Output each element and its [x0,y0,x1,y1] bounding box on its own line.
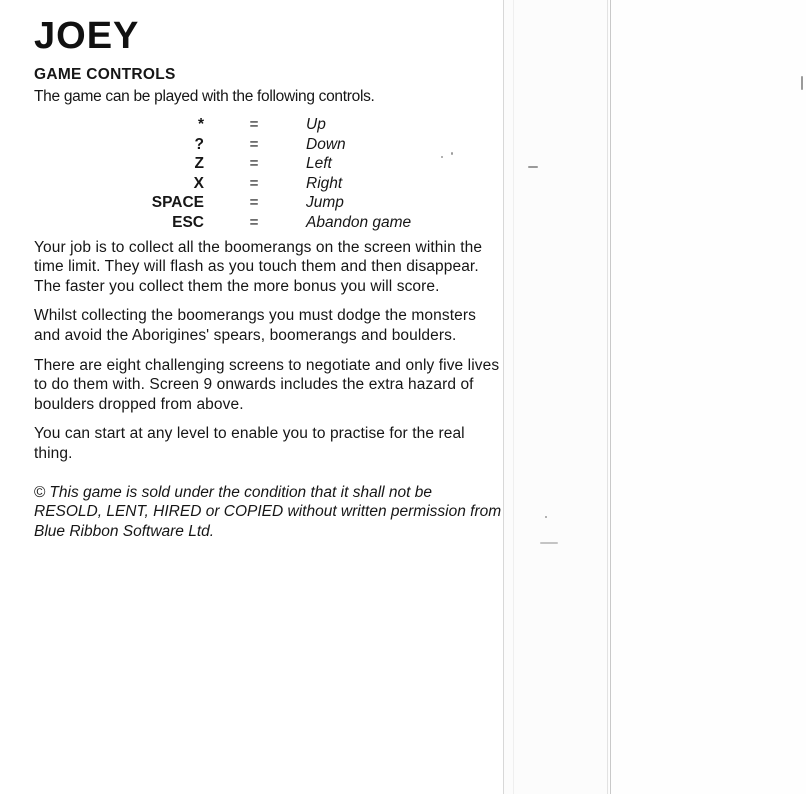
control-key: ? [194,135,204,153]
control-row [34,115,504,135]
copyright-text: This game is sold under the condition that it shall not be RESOLD, LENT, HIRED or COPIED without written permission from Blue Ribbon Software Ltd. [34,483,502,540]
print-speck [540,542,558,544]
inlay-text-block [34,14,504,541]
control-row [34,154,504,174]
control-equals: = [249,174,259,192]
control-action: Up [306,116,326,133]
instructions-paragraph: You can start at any level to enable you to practise for the real thing. [34,425,465,462]
control-row [34,135,504,155]
control-equals: = [249,116,259,133]
control-action: Left [306,155,332,173]
controls-table [34,115,504,233]
control-key: SPACE [151,194,204,212]
fold-line [607,0,608,794]
instructions-paragraph: There are eight challenging screens to negotiate and only five lives to do them with. Screen 9 onwards includes the extra hazard of boulders dropped from above. [34,356,500,413]
control-key: Z [194,155,204,173]
control-key: X [193,174,204,192]
inlay-spine-panel [503,0,609,794]
intro-text: The game can be played with the following controls. [34,88,375,105]
section-heading: GAME CONTROLS [34,66,176,83]
control-row [34,213,504,233]
fold-line [610,0,611,794]
control-action: Down [306,135,346,153]
fold-line [513,0,514,794]
control-row [34,193,504,213]
control-key: * [197,116,204,133]
control-key: ESC [172,213,204,231]
control-equals: = [249,213,259,231]
print-speck [801,76,803,90]
control-equals: = [249,194,259,212]
control-equals: = [249,155,259,173]
control-action: Right [306,174,343,192]
control-action: Jump [306,194,344,212]
inlay-flap-panel [609,0,806,794]
print-speck [545,516,547,518]
copyright-notice [34,483,504,542]
instructions-paragraph: Whilst collecting the boomerangs you must dodge the monsters and avoid the Aborigines' spears, boomerangs and boulders. [34,307,476,344]
copyright-symbol: © [34,483,46,501]
print-speck [528,166,538,168]
game-title: JOEY [34,15,140,57]
control-row [34,174,504,194]
control-equals: = [249,135,259,153]
instructions-paragraph: Your job is to collect all the boomerangs on the screen within the time limit. They will flash as you touch them and then disappear. The faster you collect them the more bonus you will score. [34,238,483,295]
control-action: Abandon game [306,213,412,231]
